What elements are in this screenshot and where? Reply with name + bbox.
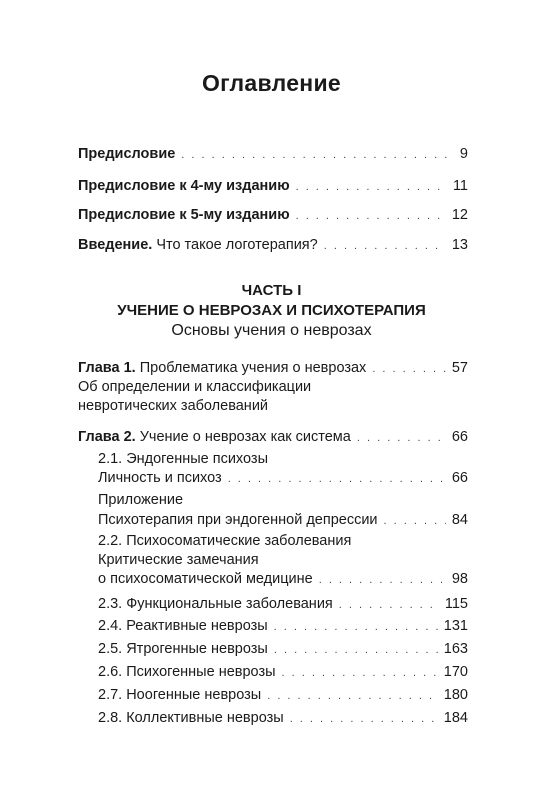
toc-page-number: 184 <box>443 710 468 726</box>
toc-entry-label: 2.8. Коллективные неврозы <box>98 710 284 726</box>
toc-page-number: 84 <box>451 512 468 528</box>
toc-page-number: 57 <box>451 360 468 376</box>
toc-entry-section-2-3[interactable] <box>98 595 468 614</box>
toc-entry-section-2-4[interactable] <box>98 617 468 636</box>
toc-entry-label: Глава 1. Проблематика учения о неврозах <box>78 360 367 376</box>
dot-leader <box>274 641 438 659</box>
dot-leader <box>228 470 446 488</box>
toc-entry-section-2-5[interactable] <box>98 640 468 659</box>
dot-leader <box>267 687 438 705</box>
toc-entry-label: 2.4. Реактивные неврозы <box>98 618 268 634</box>
toc-entry-label: 2.7. Ноогенные неврозы <box>98 687 262 703</box>
toc-page-number: 12 <box>451 207 468 223</box>
toc-entry-label: о психосоматической медицине <box>98 571 313 587</box>
toc-entry-label: Введение. Что такое логотерапия? <box>78 237 318 253</box>
toc-page-number: 66 <box>451 429 468 445</box>
dot-leader <box>372 360 446 378</box>
toc-entry-label: Предисловие к 4-му изданию <box>78 178 290 194</box>
section-2-1-heading: 2.1. Эндогенные психозы <box>98 451 268 467</box>
toc-page-number: 163 <box>443 641 468 657</box>
dot-leader <box>296 207 446 225</box>
part-number: ЧАСТЬ I <box>241 282 302 299</box>
toc-entry-section-2-6[interactable] <box>98 663 468 682</box>
toc-page-number: 9 <box>459 146 468 162</box>
toc-entry-label: Предисловие <box>78 146 176 162</box>
toc-page-number: 180 <box>443 687 468 703</box>
dot-leader <box>282 664 438 682</box>
toc-page-number: 98 <box>451 571 468 587</box>
toc-entry-preface[interactable] <box>78 145 468 164</box>
part-subtitle: Основы учения о неврозах <box>171 322 372 339</box>
chapter-1-subtitle-line-2: невротических заболеваний <box>78 398 269 414</box>
dot-leader <box>181 146 454 164</box>
toc-page-number: 115 <box>444 596 468 612</box>
toc-page-number: 170 <box>443 664 468 680</box>
part-title: УЧЕНИЕ О НЕВРОЗАХ И ПСИХОТЕРАПИЯ <box>117 302 426 319</box>
toc-entry-preface-4th[interactable] <box>78 177 468 196</box>
toc-entry-label: Предисловие к 5-му изданию <box>78 207 290 223</box>
toc-page-number: 131 <box>443 618 468 634</box>
dot-leader <box>339 596 439 614</box>
toc-entry-chapter-1[interactable] <box>78 359 468 378</box>
dot-leader <box>319 571 446 589</box>
toc-entry-label: 2.3. Функциональные заболевания <box>98 596 333 612</box>
dot-leader <box>290 710 438 728</box>
toc-entry-psychosomatic-remarks[interactable] <box>98 570 468 589</box>
toc-page-number: 66 <box>451 470 468 486</box>
dot-leader <box>296 178 447 196</box>
toc-entry-label: Глава 2. Учение о неврозах как система <box>78 429 351 445</box>
toc-entry-section-2-8[interactable] <box>98 709 468 728</box>
toc-entry-personality-psychosis[interactable] <box>98 469 468 488</box>
appendix-heading: Приложение <box>98 492 184 508</box>
dot-leader <box>357 429 446 447</box>
toc-page-number: 13 <box>451 237 468 253</box>
section-2-2-heading: 2.2. Психосоматические заболевания <box>98 533 352 549</box>
toc-entry-introduction[interactable] <box>78 236 468 255</box>
dot-leader <box>384 512 446 530</box>
toc-page-number: 11 <box>452 178 468 194</box>
toc-entry-chapter-2[interactable] <box>78 428 468 447</box>
page-title: Оглавление <box>201 70 342 96</box>
toc-entry-section-2-7[interactable] <box>98 686 468 705</box>
toc-entry-label: Личность и психоз <box>98 470 222 486</box>
dot-leader <box>274 618 438 636</box>
toc-entry-appendix[interactable] <box>98 511 468 530</box>
toc-entry-label: 2.5. Ятрогенные неврозы <box>98 641 268 657</box>
toc-entry-label: 2.6. Психогенные неврозы <box>98 664 276 680</box>
toc-entry-label: Психотерапия при эндогенной депрессии <box>98 512 378 528</box>
dot-leader <box>324 237 446 255</box>
chapter-1-subtitle-line-1: Об определении и классификации <box>78 379 312 395</box>
toc-entry-preface-5th[interactable] <box>78 206 468 225</box>
section-2-2-subline: Критические замечания <box>98 552 259 568</box>
